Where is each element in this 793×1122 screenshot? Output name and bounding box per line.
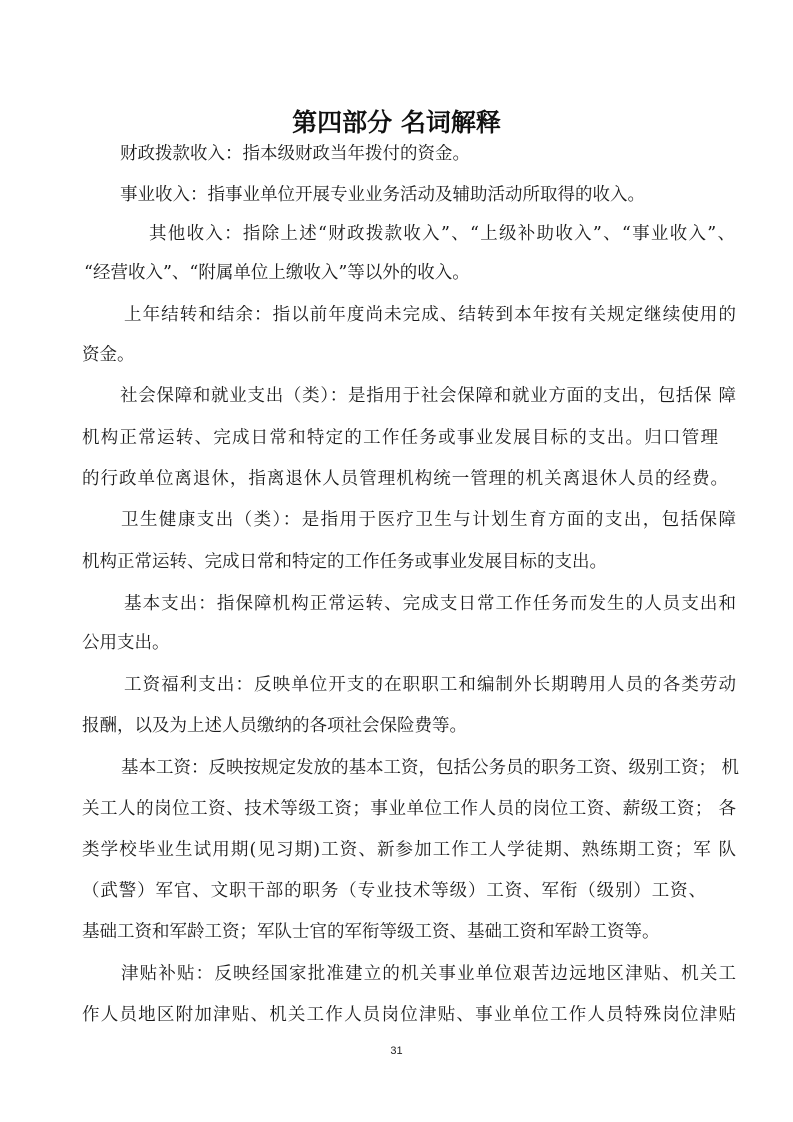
text-line: 事业收入：指事业单位开展专业业务活动及辅助活动所取得的收入。 (120, 185, 645, 205)
text-line: 公用支出。 (82, 633, 170, 653)
text-line: “经营收入”、“附属单位上缴收入”等以外的收入。 (84, 263, 470, 283)
page-number: 31 (390, 1045, 403, 1057)
text-line: 基础工资和军龄工资；军队士官的军衔等级工资、基础工资和军龄工资等。 (82, 922, 660, 942)
text-line: 卫生健康支出（类）：是指用于医疗卫生与计划生育方面的支出，包括保障 (121, 510, 736, 530)
text-line: 财政拨款收入：指本级财政当年拨付的资金。 (120, 144, 470, 164)
text-line: 社会保障和就业支出（类）：是指用于社会保障和就业方面的支出，包括保 障 (120, 386, 736, 406)
text-line: 作人员地区附加津贴、机关工作人员岗位津贴、事业单位工作人员特殊岗位津贴 (82, 1005, 736, 1025)
text-line: 工资福利支出：反映单位开支的在职职工和编制外长期聘用人员的各类劳动 (124, 675, 736, 695)
text-line: 其他收入：指除上述“财政拨款收入”、“上级补助收入”、“事业收入”、 (149, 224, 735, 244)
text-line: 机构正常运转、完成日常和特定的工作任务或事业发展目标的支出。归口管理 (82, 428, 718, 448)
text-line: 类学校毕业生试用期(见习期)工资、新参加工作工人学徒期、熟练期工资；军 队 (82, 840, 736, 860)
text-line: 报酬，以及为上述人员缴纳的各项社会保险费等。 (82, 716, 467, 736)
text-line: （武警）军官、文职干部的职务（专业技术等级）工资、军衔（级别）工资、 (82, 881, 706, 901)
page-title: 第四部分 名词解释 (292, 108, 501, 137)
text-line: 津贴补贴：反映经国家批准建立的机关事业单位艰苦边远地区津贴、机关工 (121, 964, 736, 984)
text-line: 基本支出：指保障机构正常运转、完成支日常工作任务而发生的人员支出和 (124, 594, 736, 614)
text-line: 资金。 (82, 345, 135, 365)
text-line: 关工人的岗位工资、技术等级工资；事业单位工作人员的岗位工资、薪级工资； 各 (82, 799, 736, 819)
text-line: 机构正常运转、完成日常和特定的工作任务或事业发展目标的支出。 (82, 552, 607, 572)
text-line: 基本工资：反映按规定发放的基本工资，包括公务员的职务工资、级别工资； 机 (121, 758, 740, 778)
text-line: 上年结转和结余：指以前年度尚未完成、结转到本年按有关规定继续使用的 (124, 305, 736, 325)
text-line: 的行政单位离退休，指离退休人员管理机构统一管理的机关离退休人员的经费。 (82, 469, 728, 489)
